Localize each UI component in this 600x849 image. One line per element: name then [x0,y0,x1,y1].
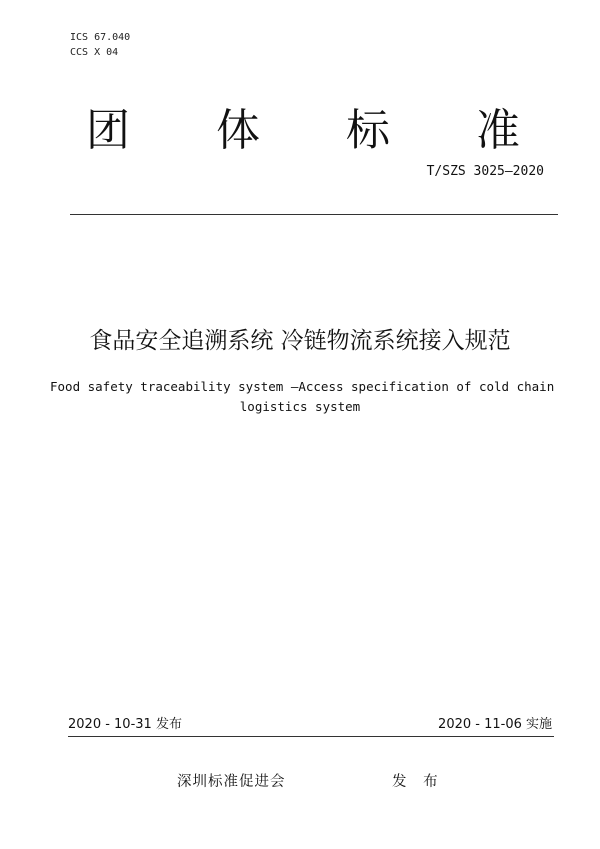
header-divider [70,214,558,215]
publish-label: 发 布 [392,774,444,790]
ccs-code: CCS X 04 [70,47,119,58]
classification-codes [70,30,130,60]
title-english-line-1: Food safety traceability system —Access specification of cold chain [50,379,555,394]
title-chinese: 食品安全追溯系统 冷链物流系统接入规范 [89,328,511,354]
implementation-date: 2020 - 11-06 实施 [438,717,552,732]
issue-date: 2020 - 10-31 发布 [68,717,182,732]
standard-number: T/SZS 3025—2020 [426,164,544,179]
footer-divider [68,736,554,737]
publisher-name: 深圳标准促进会 [177,774,286,790]
title-english-line-2: logistics system [239,399,361,414]
document-type-heading: 团 体 标 准 [86,105,556,156]
title-english [50,377,555,417]
ics-code: ICS 67.040 [70,32,131,43]
